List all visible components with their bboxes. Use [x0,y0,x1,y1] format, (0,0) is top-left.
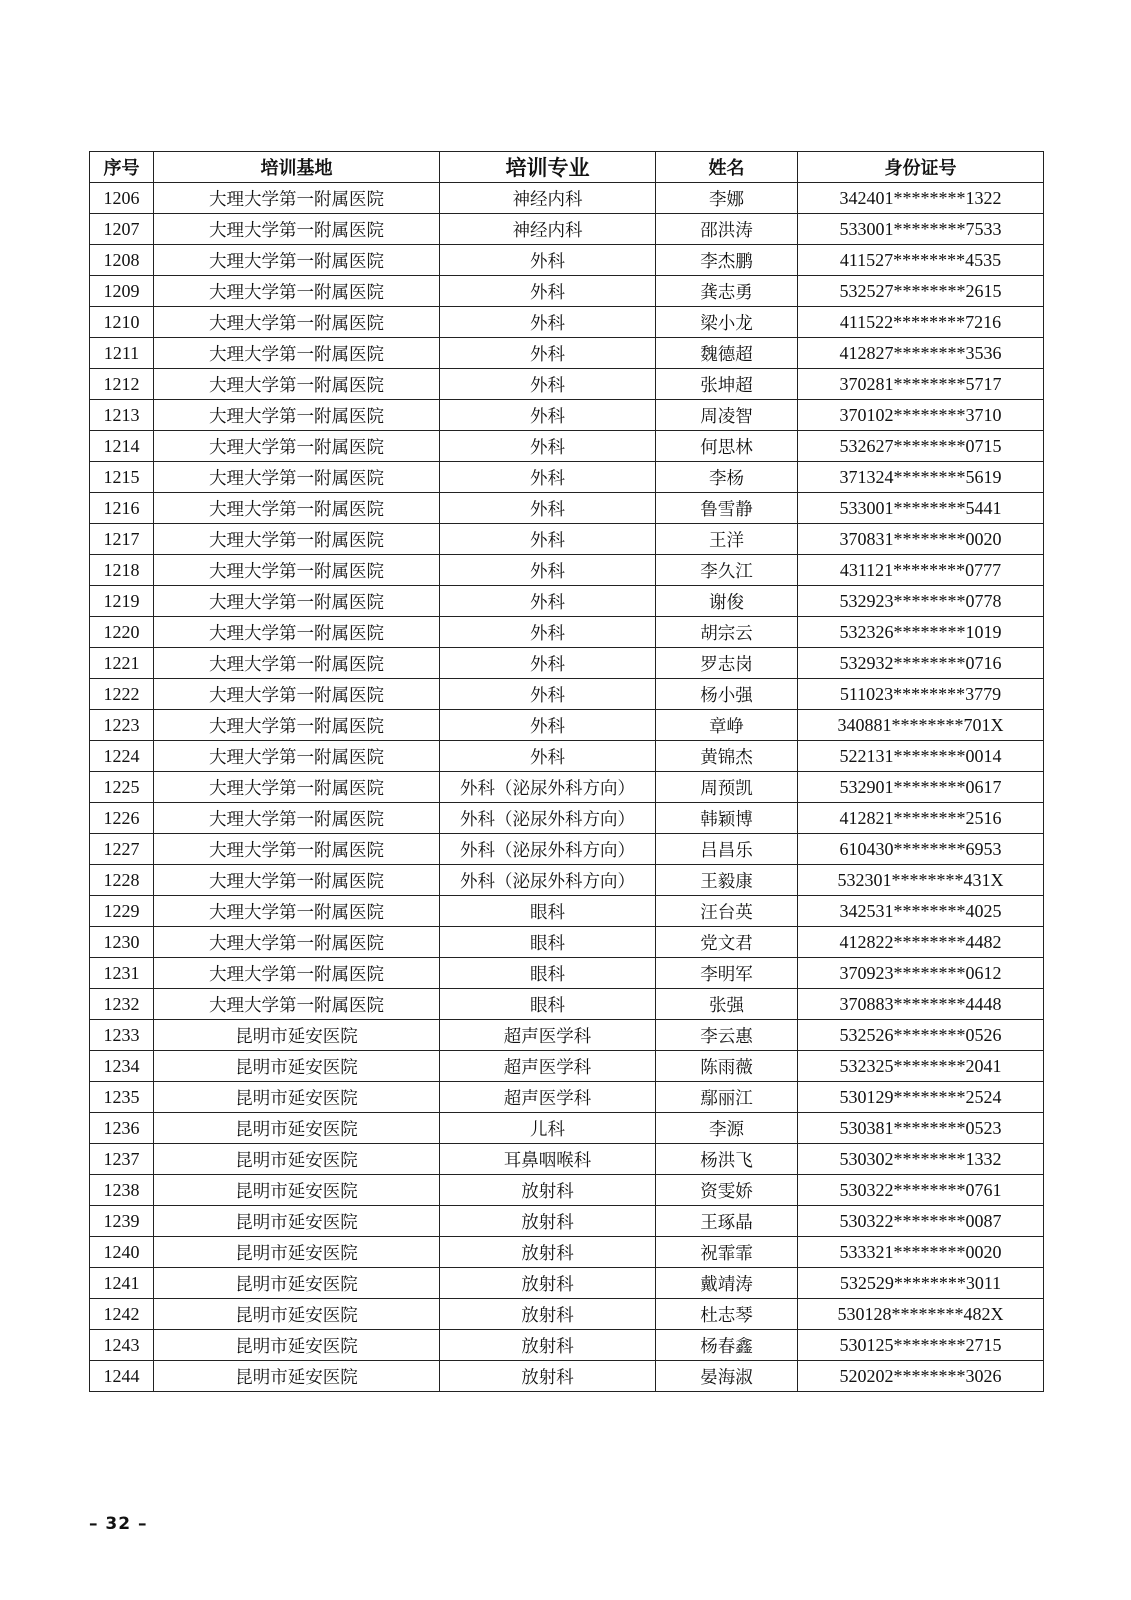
cell-seq: 1224 [90,741,154,772]
cell-training-base: 大理大学第一附属医院 [154,803,440,834]
table-row [90,276,1044,307]
cell-name: 韩颖博 [656,803,798,834]
cell-name: 晏海淑 [656,1361,798,1392]
cell-seq: 1234 [90,1051,154,1082]
cell-seq: 1219 [90,586,154,617]
cell-seq: 1236 [90,1113,154,1144]
cell-training-base: 昆明市延安医院 [154,1020,440,1051]
cell-training-base: 大理大学第一附属医院 [154,338,440,369]
cell-name: 吕昌乐 [656,834,798,865]
cell-training-major: 外科 [440,741,656,772]
cell-training-major: 外科 [440,431,656,462]
cell-name: 周凌智 [656,400,798,431]
table-row [90,1268,1044,1299]
table-row [90,1020,1044,1051]
table-row [90,741,1044,772]
cell-id-number: 520202********3026 [798,1361,1044,1392]
cell-id-number: 342401********1322 [798,183,1044,214]
table-row [90,989,1044,1020]
table-row [90,1361,1044,1392]
cell-name: 李杨 [656,462,798,493]
cell-training-major: 外科 [440,462,656,493]
cell-id-number: 511023********3779 [798,679,1044,710]
cell-seq: 1210 [90,307,154,338]
cell-training-base: 昆明市延安医院 [154,1113,440,1144]
cell-id-number: 532527********2615 [798,276,1044,307]
cell-id-number: 532326********1019 [798,617,1044,648]
cell-seq: 1221 [90,648,154,679]
table-row [90,710,1044,741]
cell-name: 李久江 [656,555,798,586]
cell-seq: 1209 [90,276,154,307]
cell-training-major: 外科 [440,245,656,276]
cell-seq: 1232 [90,989,154,1020]
cell-id-number: 530128********482X [798,1299,1044,1330]
cell-id-number: 412822********4482 [798,927,1044,958]
cell-id-number: 370281********5717 [798,369,1044,400]
cell-training-base: 大理大学第一附属医院 [154,462,440,493]
cell-training-major: 超声医学科 [440,1051,656,1082]
cell-id-number: 533321********0020 [798,1237,1044,1268]
cell-training-major: 超声医学科 [440,1082,656,1113]
cell-seq: 1212 [90,369,154,400]
cell-seq: 1226 [90,803,154,834]
table-row [90,493,1044,524]
table-row [90,555,1044,586]
table-row [90,617,1044,648]
cell-seq: 1244 [90,1361,154,1392]
table-row [90,586,1044,617]
cell-id-number: 530322********0761 [798,1175,1044,1206]
table-row [90,1144,1044,1175]
cell-training-major: 放射科 [440,1330,656,1361]
cell-seq: 1230 [90,927,154,958]
cell-training-base: 昆明市延安医院 [154,1051,440,1082]
cell-name: 黄锦杰 [656,741,798,772]
cell-name: 罗志岗 [656,648,798,679]
cell-id-number: 370923********0612 [798,958,1044,989]
cell-seq: 1211 [90,338,154,369]
cell-training-base: 昆明市延安医院 [154,1330,440,1361]
cell-name: 党文君 [656,927,798,958]
header-training-base: 培训基地 [154,152,440,183]
cell-seq: 1214 [90,431,154,462]
cell-training-major: 放射科 [440,1299,656,1330]
cell-training-major: 外科 [440,586,656,617]
table-row [90,1330,1044,1361]
cell-seq: 1216 [90,493,154,524]
cell-training-base: 大理大学第一附属医院 [154,896,440,927]
cell-seq: 1207 [90,214,154,245]
cell-training-major: 放射科 [440,1361,656,1392]
cell-training-base: 大理大学第一附属医院 [154,369,440,400]
cell-training-major: 外科（泌尿外科方向） [440,772,656,803]
cell-id-number: 340881********701X [798,710,1044,741]
cell-name: 梁小龙 [656,307,798,338]
roster-table [89,151,1044,1392]
table-row [90,648,1044,679]
cell-seq: 1239 [90,1206,154,1237]
cell-name: 王洋 [656,524,798,555]
cell-name: 李源 [656,1113,798,1144]
cell-seq: 1238 [90,1175,154,1206]
cell-seq: 1228 [90,865,154,896]
cell-training-base: 大理大学第一附属医院 [154,710,440,741]
cell-seq: 1240 [90,1237,154,1268]
cell-training-base: 大理大学第一附属医院 [154,493,440,524]
cell-training-major: 外科（泌尿外科方向） [440,803,656,834]
cell-name: 李云惠 [656,1020,798,1051]
table-row [90,1051,1044,1082]
cell-id-number: 530129********2524 [798,1082,1044,1113]
table-row [90,1082,1044,1113]
cell-name: 何思林 [656,431,798,462]
cell-training-base: 昆明市延安医院 [154,1361,440,1392]
cell-training-base: 大理大学第一附属医院 [154,307,440,338]
cell-training-base: 昆明市延安医院 [154,1175,440,1206]
cell-name: 周预凯 [656,772,798,803]
table-row [90,803,1044,834]
cell-name: 鲁雪静 [656,493,798,524]
cell-name: 李杰鹏 [656,245,798,276]
cell-seq: 1206 [90,183,154,214]
cell-id-number: 411527********4535 [798,245,1044,276]
cell-name: 鄢丽江 [656,1082,798,1113]
table-row [90,896,1044,927]
header-id-number: 身份证号 [798,152,1044,183]
table-row [90,865,1044,896]
cell-id-number: 411522********7216 [798,307,1044,338]
cell-name: 李娜 [656,183,798,214]
table-row [90,183,1044,214]
cell-training-major: 外科 [440,400,656,431]
roster-table-container [89,151,1043,1392]
cell-seq: 1217 [90,524,154,555]
cell-name: 杨洪飞 [656,1144,798,1175]
cell-id-number: 532923********0778 [798,586,1044,617]
cell-training-base: 昆明市延安医院 [154,1268,440,1299]
cell-name: 王琢晶 [656,1206,798,1237]
cell-id-number: 370102********3710 [798,400,1044,431]
cell-name: 张坤超 [656,369,798,400]
header-seq: 序号 [90,152,154,183]
cell-training-major: 神经内科 [440,214,656,245]
cell-name: 王毅康 [656,865,798,896]
cell-id-number: 370831********0020 [798,524,1044,555]
cell-training-major: 儿科 [440,1113,656,1144]
cell-seq: 1223 [90,710,154,741]
cell-training-major: 眼科 [440,958,656,989]
cell-training-major: 眼科 [440,927,656,958]
cell-training-major: 放射科 [440,1206,656,1237]
table-row [90,307,1044,338]
cell-training-base: 大理大学第一附属医院 [154,431,440,462]
table-row [90,958,1044,989]
cell-training-major: 放射科 [440,1175,656,1206]
cell-training-base: 大理大学第一附属医院 [154,617,440,648]
table-row [90,1206,1044,1237]
cell-training-base: 大理大学第一附属医院 [154,245,440,276]
cell-seq: 1227 [90,834,154,865]
cell-name: 杜志琴 [656,1299,798,1330]
cell-id-number: 371324********5619 [798,462,1044,493]
cell-training-major: 外科 [440,617,656,648]
cell-training-base: 大理大学第一附属医院 [154,772,440,803]
cell-training-base: 大理大学第一附属医院 [154,865,440,896]
table-row [90,245,1044,276]
cell-name: 戴靖涛 [656,1268,798,1299]
cell-training-base: 昆明市延安医院 [154,1206,440,1237]
cell-name: 祝霏霏 [656,1237,798,1268]
cell-training-base: 大理大学第一附属医院 [154,214,440,245]
cell-training-major: 外科 [440,369,656,400]
cell-name: 邵洪涛 [656,214,798,245]
cell-training-major: 外科 [440,338,656,369]
cell-training-major: 外科（泌尿外科方向） [440,834,656,865]
cell-id-number: 530322********0087 [798,1206,1044,1237]
cell-id-number: 532325********2041 [798,1051,1044,1082]
table-row [90,369,1044,400]
cell-training-major: 超声医学科 [440,1020,656,1051]
cell-name: 汪台英 [656,896,798,927]
cell-training-major: 耳鼻咽喉科 [440,1144,656,1175]
cell-name: 魏德超 [656,338,798,369]
cell-training-base: 大理大学第一附属医院 [154,679,440,710]
cell-seq: 1229 [90,896,154,927]
cell-training-major: 放射科 [440,1268,656,1299]
cell-name: 杨小强 [656,679,798,710]
cell-training-major: 外科 [440,276,656,307]
cell-id-number: 412821********2516 [798,803,1044,834]
cell-training-major: 外科 [440,710,656,741]
cell-training-base: 大理大学第一附属医院 [154,276,440,307]
page-number: – 32 – [89,1514,148,1534]
cell-id-number: 533001********5441 [798,493,1044,524]
table-row [90,927,1044,958]
table-row [90,400,1044,431]
cell-seq: 1235 [90,1082,154,1113]
cell-seq: 1242 [90,1299,154,1330]
cell-name: 陈雨薇 [656,1051,798,1082]
cell-name: 张强 [656,989,798,1020]
cell-id-number: 610430********6953 [798,834,1044,865]
cell-seq: 1241 [90,1268,154,1299]
cell-name: 谢俊 [656,586,798,617]
cell-training-base: 昆明市延安医院 [154,1082,440,1113]
cell-name: 章峥 [656,710,798,741]
cell-training-base: 大理大学第一附属医院 [154,834,440,865]
table-row [90,772,1044,803]
cell-training-base: 大理大学第一附属医院 [154,400,440,431]
cell-training-base: 大理大学第一附属医院 [154,989,440,1020]
cell-training-major: 眼科 [440,896,656,927]
table-row [90,1113,1044,1144]
table-row [90,214,1044,245]
cell-training-major: 放射科 [440,1237,656,1268]
table-row [90,431,1044,462]
cell-name: 杨春鑫 [656,1330,798,1361]
cell-id-number: 370883********4448 [798,989,1044,1020]
cell-seq: 1231 [90,958,154,989]
cell-training-major: 外科 [440,679,656,710]
cell-training-base: 大理大学第一附属医院 [154,183,440,214]
cell-seq: 1213 [90,400,154,431]
table-row [90,338,1044,369]
cell-training-base: 大理大学第一附属医院 [154,648,440,679]
table-row [90,1237,1044,1268]
cell-seq: 1208 [90,245,154,276]
cell-training-major: 外科 [440,307,656,338]
cell-seq: 1237 [90,1144,154,1175]
cell-id-number: 412827********3536 [798,338,1044,369]
cell-training-major: 外科 [440,648,656,679]
cell-id-number: 532529********3011 [798,1268,1044,1299]
table-row [90,1175,1044,1206]
cell-seq: 1233 [90,1020,154,1051]
cell-training-major: 外科（泌尿外科方向） [440,865,656,896]
cell-seq: 1225 [90,772,154,803]
cell-name: 李明军 [656,958,798,989]
cell-id-number: 532627********0715 [798,431,1044,462]
cell-id-number: 431121********0777 [798,555,1044,586]
cell-training-base: 大理大学第一附属医院 [154,555,440,586]
cell-id-number: 530381********0523 [798,1113,1044,1144]
cell-id-number: 532301********431X [798,865,1044,896]
cell-training-base: 大理大学第一附属医院 [154,741,440,772]
table-body [90,183,1044,1392]
cell-name: 胡宗云 [656,617,798,648]
table-row [90,834,1044,865]
cell-training-base: 昆明市延安医院 [154,1299,440,1330]
cell-seq: 1222 [90,679,154,710]
cell-id-number: 522131********0014 [798,741,1044,772]
cell-id-number: 532932********0716 [798,648,1044,679]
cell-id-number: 530125********2715 [798,1330,1044,1361]
cell-id-number: 530302********1332 [798,1144,1044,1175]
cell-seq: 1220 [90,617,154,648]
cell-training-major: 眼科 [440,989,656,1020]
table-row [90,462,1044,493]
header-name: 姓名 [656,152,798,183]
cell-training-major: 神经内科 [440,183,656,214]
cell-training-base: 大理大学第一附属医院 [154,958,440,989]
cell-training-major: 外科 [440,524,656,555]
cell-seq: 1243 [90,1330,154,1361]
table-row [90,679,1044,710]
table-header-row [90,152,1044,183]
cell-id-number: 533001********7533 [798,214,1044,245]
cell-training-major: 外科 [440,555,656,586]
cell-training-base: 大理大学第一附属医院 [154,586,440,617]
cell-name: 资雯娇 [656,1175,798,1206]
cell-seq: 1218 [90,555,154,586]
cell-name: 龚志勇 [656,276,798,307]
cell-training-major: 外科 [440,493,656,524]
cell-seq: 1215 [90,462,154,493]
cell-training-base: 昆明市延安医院 [154,1144,440,1175]
cell-id-number: 532901********0617 [798,772,1044,803]
cell-training-base: 大理大学第一附属医院 [154,524,440,555]
cell-id-number: 532526********0526 [798,1020,1044,1051]
cell-training-base: 大理大学第一附属医院 [154,927,440,958]
cell-id-number: 342531********4025 [798,896,1044,927]
table-row [90,524,1044,555]
cell-training-base: 昆明市延安医院 [154,1237,440,1268]
table-row [90,1299,1044,1330]
header-training-major: 培训专业 [440,152,656,183]
